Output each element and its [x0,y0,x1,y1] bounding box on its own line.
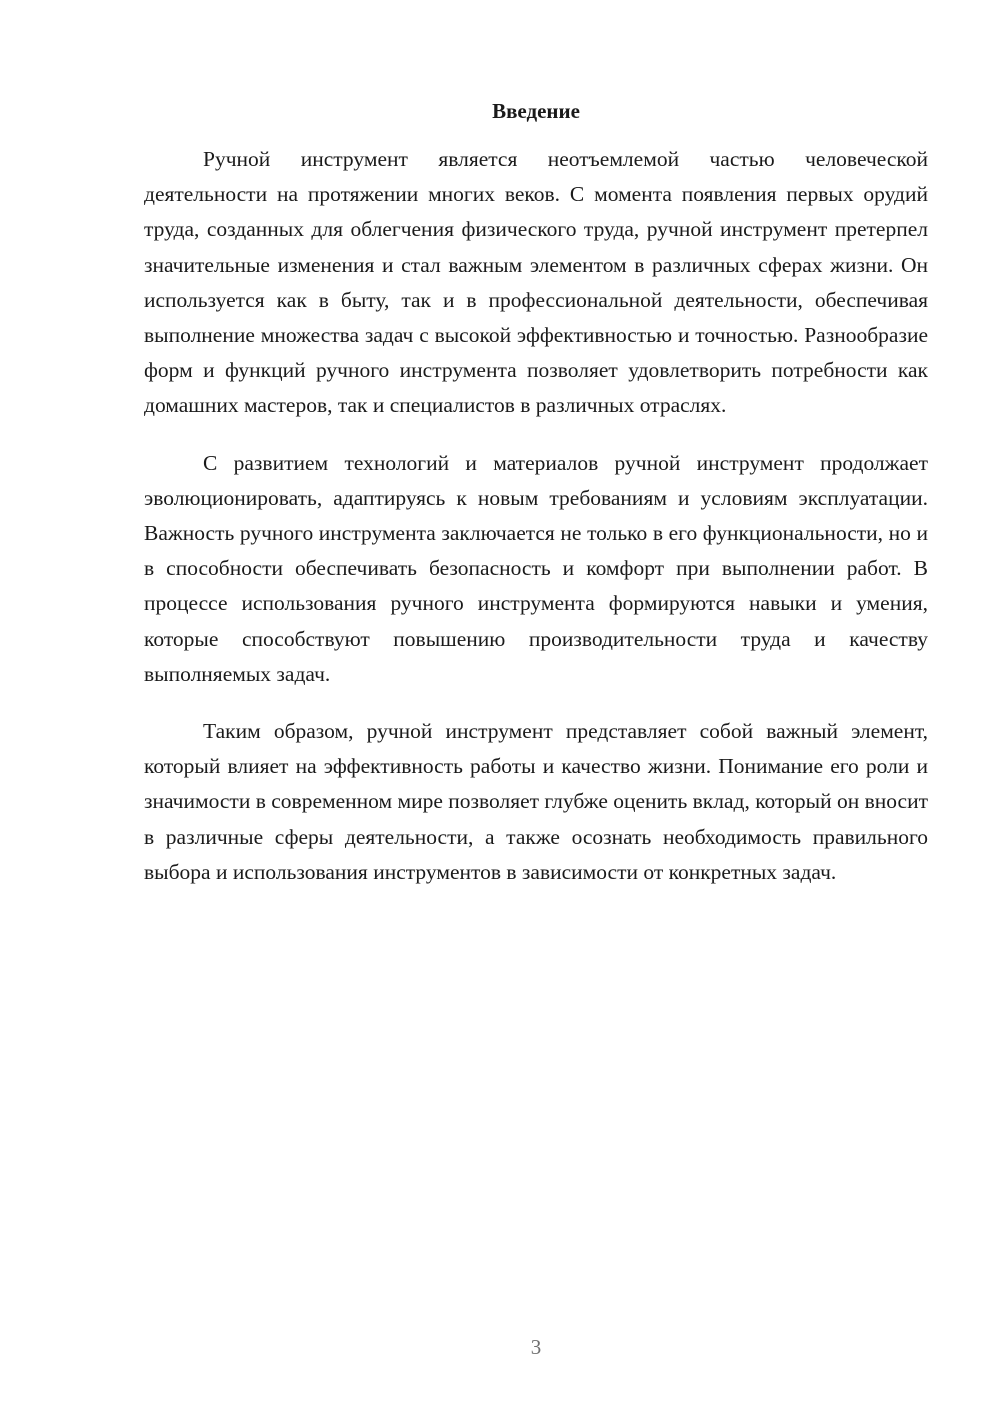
body-text [144,142,928,912]
paragraph-3: Таким образом, ручной инструмент представляет собой важный элемент, который влияет на эффективность работы и качество жизни. Понимание его роли и значимости в современном мире позволяет глубже оценить вклад, который он вносит в различные сферы деятельности, а также осознать необходимость правильного выбора и использования инструментов в зависимости от конкретных задач. [144,719,928,884]
paragraph-2: С развитием технологий и материалов ручной инструмент продолжает эволюционировать, адаптируясь к новым требованиям и условиям эксплуатации. Важность ручного инструмента заключается не только в его функциональности, но и в способности обеспечивать безопасность и комфорт при выполнении работ. В процессе использования ручного инструмента формируются навыки и умения, которые способствуют повышению производительности труда и качеству выполняемых задач. [144,450,928,686]
page-number: 3 [530,1335,542,1359]
paragraph-1: Ручной инструмент является неотъемлемой частью человеческой деятельности на протяжении многих веков. С момента появления первых орудий труда, созданных для облегчения физического труда, ручной инструмент претерпел значительные изменения и стал важным элементом в различных сферах жизни. Он используется как в быту, так и в профессиональной деятельности, обеспечивая выполнение множества задач с высокой эффективностью и точностью. Разнообразие форм и функций ручного инструмента позволяет удовлетворить потребности как домашних мастеров, так и специалистов в различных отраслях. [144,147,928,418]
section-heading: Введение [492,99,580,123]
